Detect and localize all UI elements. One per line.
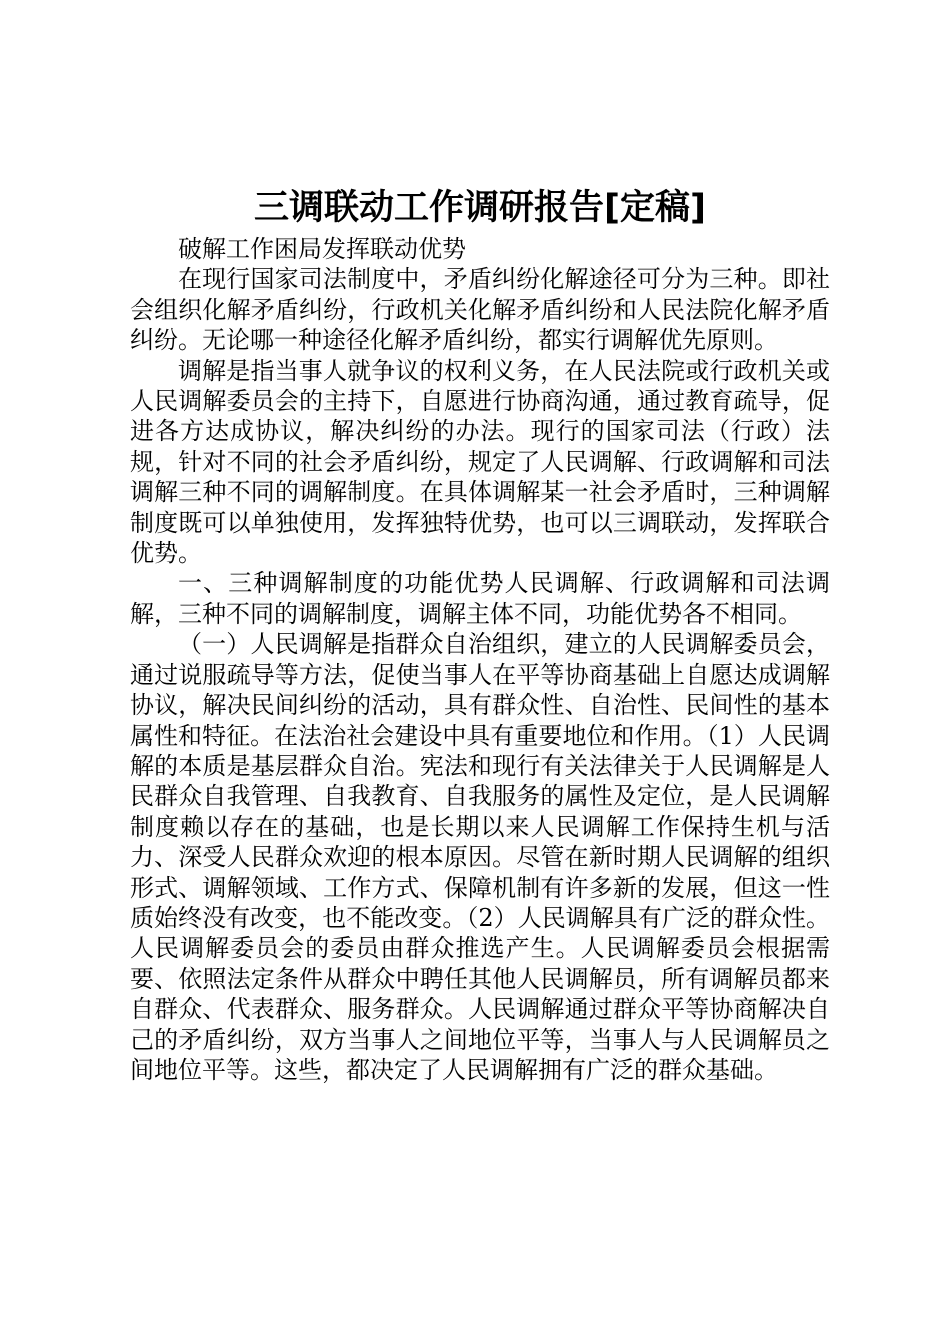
document-body	[130, 234, 830, 1085]
body-paragraph: 调解是指当事人就争议的权利义务，在人民法院或行政机关或人民调解委员会的主持下，自愿进行协商沟通，通过教育疏导，促进各方达成协议，解决纠纷的办法。现行的国家司法（行政）法规，针对不同的社会矛盾纠纷，规定了人民调解、行政调解和司法调解三种不同的调解制度。在具体调解某一社会矛盾时，三种调解制度既可以单独使用，发挥独特优势，也可以三调联动，发挥联合优势。	[130, 356, 830, 568]
subtitle-paragraph: 破解工作困局发挥联动优势	[178, 235, 466, 263]
body-paragraph: （一）人民调解是指群众自治组织，建立的人民调解委员会，通过说服疏导等方法，促使当事人在平等协商基础上自愿达成调解协议，解决民间纠纷的活动，具有群众性、自治性、民间性的基本属性和特征。在法治社会建设中具有重要地位和作用。（1）人民调解的本质是基层群众自治。宪法和现行有关法律关于人民调解是人民群众自我管理、自我教育、自我服务的属性及定位，是人民调解制度赖以存在的基础，也是长期以来人民调解工作保持生机与活力、深受人民群众欢迎的根本原因。尽管在新时期人民调解的组织形式、调解领域、工作方式、保障机制有许多新的发展，但这一性质始终没有改变，也不能改变。（2）人民调解具有广泛的群众性。人民调解委员会的委员由群众推选产生。人民调解委员会根据需要、依照法定条件从群众中聘任其他人民调解员，所有调解员都来自群众、代表群众、服务群众。人民调解通过群众平等协商解决自己的矛盾纠纷，双方当事人之间地位平等，当事人与人民调解员之间地位平等。这些，都决定了人民调解拥有广泛的群众基础。	[130, 630, 830, 1084]
document-title: 三调联动工作调研报告[定稿]	[254, 188, 706, 228]
body-paragraph: 在现行国家司法制度中，矛盾纠纷化解途径可分为三种。即社会组织化解矛盾纠纷，行政机关化解矛盾纠纷和人民法院化解矛盾纠纷。无论哪一种途径化解矛盾纠纷，都实行调解优先原则。	[130, 265, 830, 355]
body-paragraph: 一、三种调解制度的功能优势人民调解、行政调解和司法调解，三种不同的调解制度，调解主体不同，功能优势各不相同。	[130, 569, 830, 628]
